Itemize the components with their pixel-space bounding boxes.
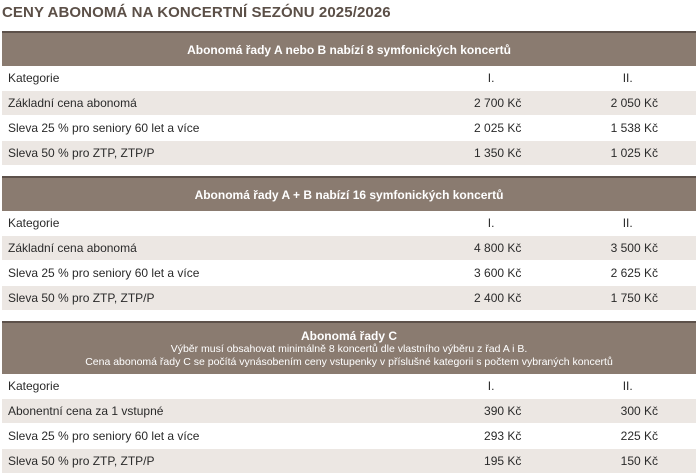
table-row xyxy=(2,141,696,166)
row-label: Sleva 25 % pro seniory 60 let a více xyxy=(2,424,423,449)
price-category-1: 2 400 Kč xyxy=(423,286,560,311)
table-row xyxy=(2,116,696,141)
column-header-2: II. xyxy=(559,374,696,399)
row-label: Sleva 25 % pro seniory 60 let a více xyxy=(2,261,423,286)
row-label: Sleva 50 % pro ZTP, ZTP/P xyxy=(2,286,423,311)
table-row xyxy=(2,261,696,286)
table-row xyxy=(2,236,696,261)
table-header-title: Abonomá řady C xyxy=(300,329,397,343)
price-category-2: 2 625 Kč xyxy=(559,261,696,286)
price-category-1: 390 Kč xyxy=(423,399,560,424)
table-header xyxy=(2,321,696,374)
column-header-1: I. xyxy=(423,66,560,91)
row-label: Základní cena abonomá xyxy=(2,236,423,261)
row-label: Abonentní cena za 1 vstupné xyxy=(2,399,423,424)
table-row xyxy=(2,449,696,474)
price-category-1: 1 350 Kč xyxy=(423,141,560,166)
column-header-2: II. xyxy=(559,211,696,236)
price-category-2: 2 050 Kč xyxy=(559,91,696,116)
column-header-category: Kategorie xyxy=(2,66,423,91)
column-header-category: Kategorie xyxy=(2,211,423,236)
price-category-1: 195 Kč xyxy=(423,449,560,474)
price-category-2: 150 Kč xyxy=(559,449,696,474)
table-row xyxy=(2,424,696,449)
table-header-note: Výběr musí obsahovat minimálně 8 koncertů dle vlastního výběru z řad A i B. xyxy=(170,343,528,355)
price-table-series-c xyxy=(2,321,696,474)
column-header-1: I. xyxy=(423,211,560,236)
price-category-1: 2 700 Kč xyxy=(423,91,560,116)
row-label: Základní cena abonomá xyxy=(2,91,423,116)
page-title: CENY ABONOMÁ NA KONCERTNÍ SEZÓNU 2025/2026 xyxy=(2,4,391,21)
price-category-2: 1 025 Kč xyxy=(559,141,696,166)
price-category-2: 3 500 Kč xyxy=(559,236,696,261)
price-category-2: 1 750 Kč xyxy=(559,286,696,311)
row-label: Sleva 50 % pro ZTP, ZTP/P xyxy=(2,141,423,166)
table-row xyxy=(2,399,696,424)
price-category-1: 2 025 Kč xyxy=(423,116,560,141)
price-category-2: 300 Kč xyxy=(559,399,696,424)
price-category-2: 1 538 Kč xyxy=(559,116,696,141)
column-header-category: Kategorie xyxy=(2,374,423,399)
table-row xyxy=(2,91,696,116)
table-header: Abonomá řady A nebo B nabízí 8 symfonických koncertů xyxy=(2,31,696,66)
price-table-series-a-plus-b xyxy=(2,176,696,311)
table-header-note: Cena abonomá řady C se počítá vynásobením ceny vstupenky v příslušné kategorii s počtem vybraných koncertů xyxy=(85,356,613,368)
table-column-header-row xyxy=(2,66,696,91)
price-category-1: 293 Kč xyxy=(423,424,560,449)
price-category-2: 225 Kč xyxy=(559,424,696,449)
row-label: Sleva 25 % pro seniory 60 let a více xyxy=(2,116,423,141)
table-header: Abonomá řady A + B nabízí 16 symfonických koncertů xyxy=(2,176,696,211)
column-header-2: II. xyxy=(559,66,696,91)
table-column-header-row xyxy=(2,374,696,399)
price-table-series-a-or-b xyxy=(2,31,696,166)
row-label: Sleva 50 % pro ZTP, ZTP/P xyxy=(2,449,423,474)
price-category-1: 3 600 Kč xyxy=(423,261,560,286)
column-header-1: I. xyxy=(423,374,560,399)
table-column-header-row xyxy=(2,211,696,236)
table-row xyxy=(2,286,696,311)
price-category-1: 4 800 Kč xyxy=(423,236,560,261)
